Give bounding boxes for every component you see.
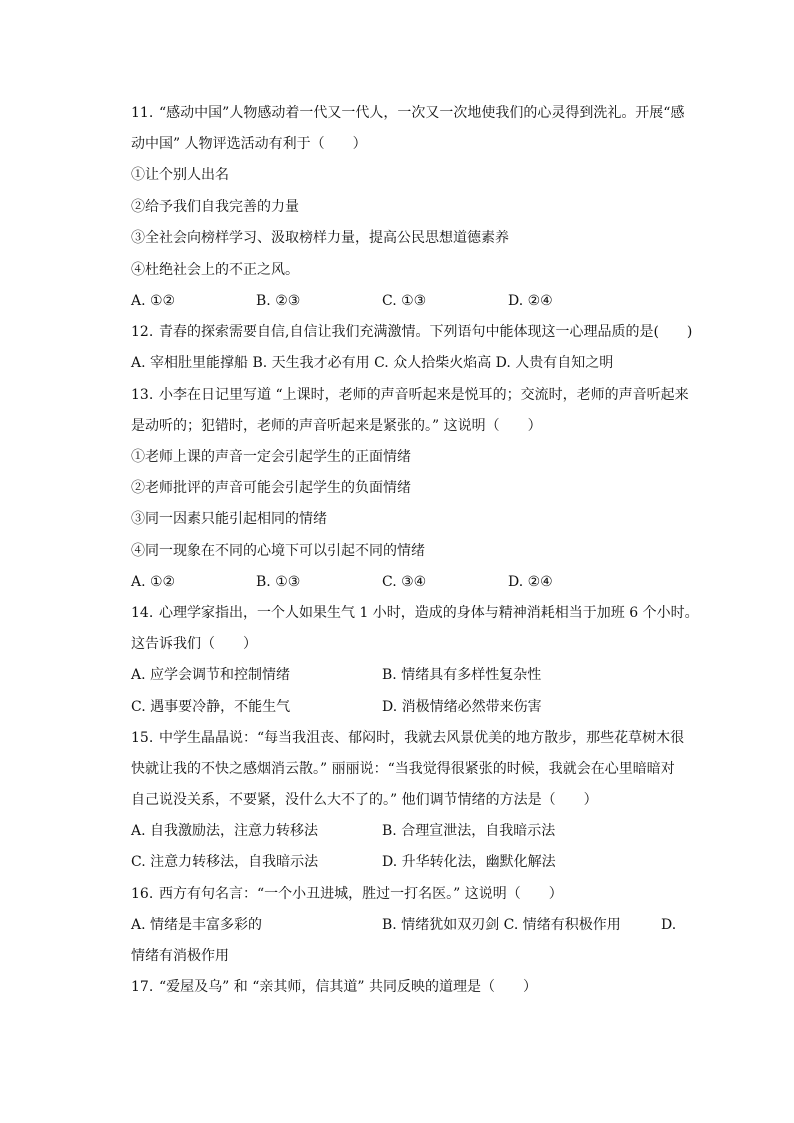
statement: ①让个别人出名 xyxy=(131,167,229,183)
statement: ③全社会向榜样学习、汲取榜样力量，提高公民思想道德素养 xyxy=(131,230,509,246)
option-a: A. ①② xyxy=(131,574,176,590)
option-c: C. ①③ xyxy=(382,293,427,309)
option-b: B. ②③ xyxy=(256,293,301,309)
option-c: C. 注意力转移法，自我暗示法 xyxy=(131,854,319,870)
option-d: D. ②④ xyxy=(508,293,553,309)
question-number: 11. xyxy=(131,105,154,121)
statement: ①老师上课的声音一定会引起学生的正面情绪 xyxy=(131,449,411,465)
option-c: C. 遇事要冷静，不能生气 xyxy=(131,699,291,715)
question-number: 14. xyxy=(131,605,154,621)
question-15-line-2: 快就让我的不快之感烟消云散。” 丽丽说：“当我觉得很紧张的时候，我就会在心里暗暗对 xyxy=(131,761,675,777)
option-d-label: D. xyxy=(661,917,677,933)
option-b: B. 情绪具有多样性复杂性 xyxy=(382,667,542,683)
question-15-line-1: 15. 中学生晶晶说：“每当我沮丧、郁闷时，我就去风景优美的地方散步，那些花草树木很 xyxy=(131,730,685,746)
question-number: 13. xyxy=(131,387,154,403)
question-11-line-1: 11. “感动中国”人物感动着一代又一代人，一次又一次地使我们的心灵得到洗礼。开展“感 xyxy=(131,105,685,121)
question-number: 17. xyxy=(131,979,154,995)
option-b: B. ①③ xyxy=(256,574,301,590)
option-c: C. ③④ xyxy=(382,574,427,590)
question-number: 15. xyxy=(131,730,154,746)
option-b: B. 合理宣泄法，自我暗示法 xyxy=(382,823,556,839)
option-d: D. 消极情绪必然带来伤害 xyxy=(382,699,542,715)
statement: ②给予我们自我完善的力量 xyxy=(131,199,299,215)
option-b-c: B. 情绪犹如双刃剑 C. 情绪有积极作用 xyxy=(382,917,621,933)
question-number: 16. xyxy=(131,886,154,902)
option-d: D. 升华转化法，幽默化解法 xyxy=(382,854,556,870)
question-16-line-1: 16. 西方有句名言：“一个小丑进城，胜过一打名医。” 这说明（ ） xyxy=(131,886,563,902)
statement: ②老师批评的声音可能会引起学生的负面情绪 xyxy=(131,480,411,496)
option-a: A. 情绪是丰富多彩的 xyxy=(131,917,263,933)
question-number: 12. xyxy=(131,324,154,340)
question-11-line-2: 动中国” 人物评选活动有利于（ ） xyxy=(131,136,367,152)
option-a: A. ①② xyxy=(131,293,176,309)
option-a: A. 自我激励法，注意力转移法 xyxy=(131,823,319,839)
question-12-line-1: 12. 青春的探索需要自信,自信让我们充满激情。下列语句中能体现这一心理品质的是( ) xyxy=(131,324,693,340)
statement: ④同一现象在不同的心境下可以引起不同的情绪 xyxy=(131,543,425,559)
question-13-line-1: 13. 小李在日记里写道 “上课时，老师的声音听起来是悦耳的；交流时，老师的声音听起来 xyxy=(131,387,689,403)
option-d: D. ②④ xyxy=(508,574,553,590)
question-13-line-2: 是动听的；犯错时，老师的声音听起来是紧张的。” 这说明（ ） xyxy=(131,418,542,434)
statement: ③同一因素只能引起相同的情绪 xyxy=(131,511,327,527)
question-15-line-3: 自己说没关系，不要紧，没什么大不了的。” 他们调节情绪的方法是（ ） xyxy=(131,792,598,808)
option-a: A. 应学会调节和控制情绪 xyxy=(131,667,291,683)
question-14-line-2: 这告诉我们（ ） xyxy=(131,636,257,652)
question-12-options: A. 宰相肚里能撑船 B. 天生我才必有用 C. 众人拾柴火焰高 D. 人贵有自知之明 xyxy=(131,355,614,371)
option-d-text: 情绪有消极作用 xyxy=(131,948,229,964)
statement: ④杜绝社会上的不正之风。 xyxy=(131,262,299,278)
question-14-line-1: 14. 心理学家指出，一个人如果生气 1 小时，造成的身体与精神消耗相当于加班 6 个小时。 xyxy=(131,605,699,621)
question-17-line-1: 17. “爱屋及乌” 和 “亲其师，信其道” 共同反映的道理是（ ） xyxy=(131,979,537,995)
